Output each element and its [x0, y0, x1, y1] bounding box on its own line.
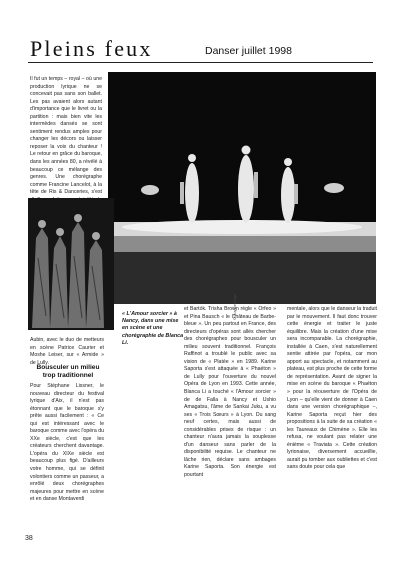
dancers-photo-image [28, 198, 114, 330]
article-continuation [30, 337, 104, 367]
body-paragraph: et Bartók. Trisha Brown règle « Orfeo » et Pina Bausch « le Château de Barbe-bleue ». Un peu partout en France, des directeurs d'opéras sont allés chercher des chorégraphes pour bousculer un milieu souvent traditionnel. François Raffinot a troublé le public avec sa vision de « Platée » en 1989. Karine Saporta s'est attaquée à « Phaéton » de Lully pour l'ouverture du nouvel Opéra de Lyon en 1993. Cette année, Blanca Li a touché « l'Amour sorcier » de de Falla à Nancy et Ushio Amagatsu, l'âme de Sankai Juku, a vu ses « Trois Sœurs » à Lyon. Du sang neuf certes, mais aussi de considérables prises de risque : un chanteur n'aura jamais la souplesse d'un danseur sans parler de la disponibilité requise. Le chanteur ne lâche rien, déclare sans ambages Karine Saporta. Son énergie est pourtant [184, 306, 276, 479]
stage-photo-amour-sorcier [28, 198, 114, 330]
intro-paragraph: Il fut un temps – royal – où une production lyrique ne se concevait pas sans son ballet. Les pas avaient alors autant d'importance que le livret ou la partition : mais bien vite les intermèdes dansés se sont sentiment rendus amples pour changer les décors ou laisser reposer la voix du chanteur ! Le retour en grâce du baroque, dans les années 80, a révélé à beaucoup ce mélange des genres. Une chorégraphe comme Francine Lancelot, à la tête de Ris & Danceries, s'est [30, 76, 102, 196]
stage-photo-image [108, 72, 376, 304]
body-paragraph: Pour Stéphane Lissner, le nouveau directeur du festival lyrique d'Aix, il n'est pas étonnant que le baroque s'y prête aussi facilement : « Ce qui est intéressant avec le baroque comme avec l'opéra du XXe siècle, c'est que les créateurs cherchent davantage. L'opéra du XIXe siècle est beaucoup plus figé. D'ailleurs votre homme, qui se définit volontiers comme un passeur, a enrôlé deux chorégraphes majeures pour mettre en scène et en danse Montaverdi [30, 383, 104, 503]
issue-date: Danser juillet 1998 [205, 45, 292, 57]
stage-photo-trois-soeurs [108, 72, 376, 304]
header-rule [28, 62, 373, 63]
section-title: Pleins feux [30, 36, 153, 61]
continuation-paragraph: Aubin, avec le duo de metteurs en scène Patrice Caurier et Moshe Leiser, sur « Armide » de Lully. [30, 337, 104, 366]
article-body-col3 [287, 306, 377, 472]
photo-credit: © Guy Delahaye [233, 293, 237, 320]
article-body-col2 [184, 306, 276, 480]
page-number: 38 [25, 535, 33, 542]
body-paragraph: mentale, alors que le danseur la traduit par le mouvement. Il faut donc trouver cette énergie et traiter le juste équilibre. Mais la création d'une mise sera incomparable. La chorégraphie, installée à Caen, s'est naturellement sentie attirée par l'opéra, car mon apport au spectacle, et notamment au plateau, est plus proche de cette forme de représentation. Avant de signer la mise en scène du baroque « Phaéton » pour la réouverture de l'Opéra de Lyon – qu'elle vient de donner à Caen dans une version chorégraphique –, Karine Saporta reçut hier des propositions à la suite de sa création « les Taureaux de Chimène ». Elle les refusa, ne voulant pas relater une énième « Traviata ». Cette création lyrionaise, diversement accueillie, aurait pu tomber aux oubliettes et c'est sans doute pour cela que [287, 306, 377, 471]
article-body-col1 [30, 383, 104, 504]
photo-caption-amour-sorcier: « L'Amour sorcier » à Nancy, dans une mise en scène et une chorégraphie de Blanca Li. [122, 311, 184, 346]
subheading: Bousculer un milieu trop traditionnel [36, 364, 100, 379]
